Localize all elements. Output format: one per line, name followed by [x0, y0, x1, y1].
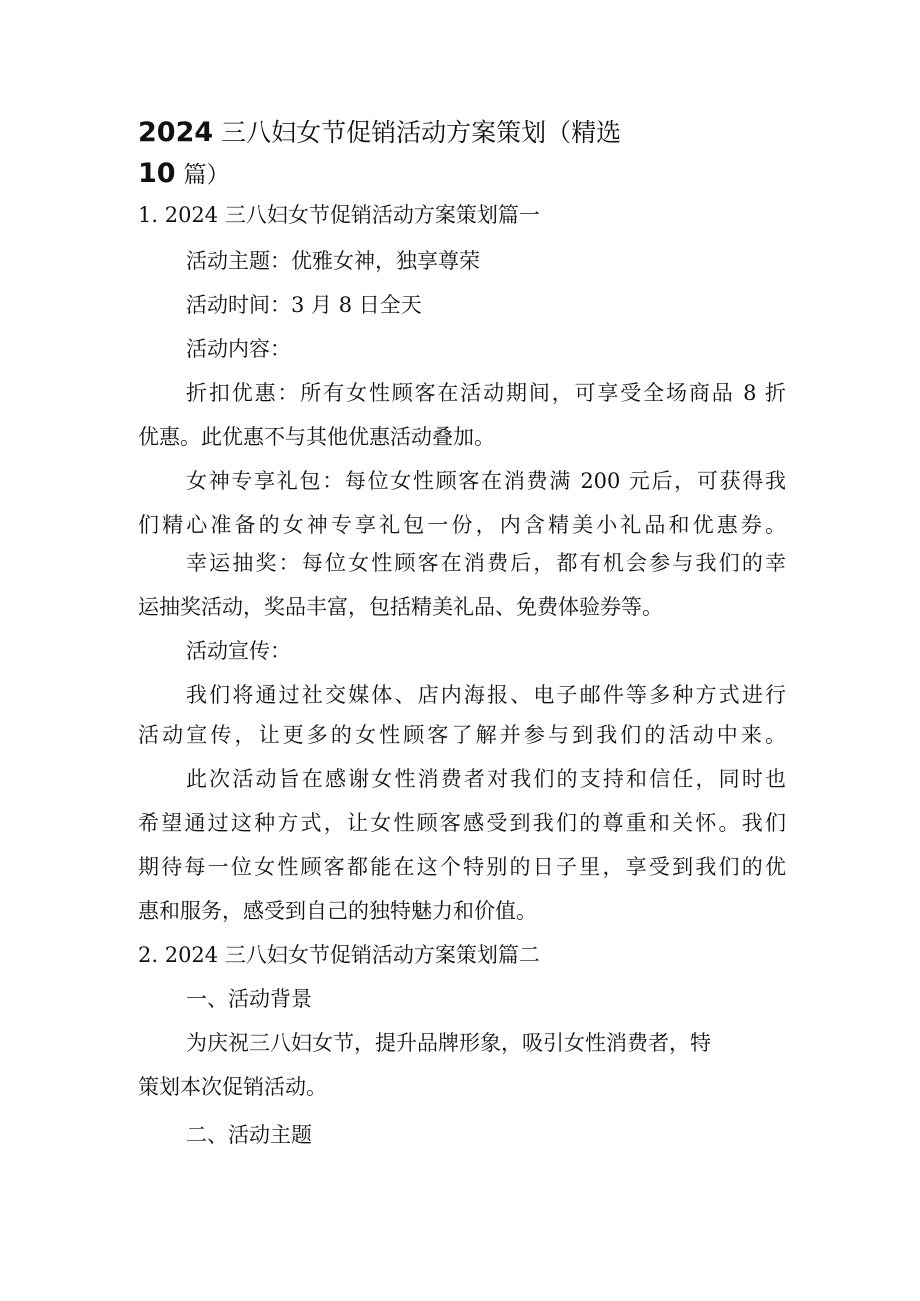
section-heading-1: 1. 2024 三八妇女节促销活动方案策划篇一: [138, 203, 540, 227]
title-year: 2024: [138, 117, 214, 148]
activity-theme: 活动主题：优雅女神，独享尊荣: [186, 249, 480, 273]
paragraph-line: 我们将通过社交媒体、店内海报、电子邮件等多种方式进行: [186, 683, 786, 707]
subheading-theme: 二、活动主题: [186, 1123, 312, 1147]
subheading-background: 一、活动背景: [186, 987, 312, 1011]
section-heading-2: 2. 2024 三八妇女节促销活动方案策划篇二: [138, 943, 540, 967]
promotion-label: 活动宣传：: [186, 639, 291, 663]
paragraph-line: 女神专享礼包：每位女性顾客在消费满 200 元后，可获得我: [186, 469, 786, 493]
title-line-1: [138, 112, 798, 153]
paragraph-line: 优惠。此优惠不与其他优惠活动叠加。: [138, 425, 495, 449]
paragraph-line: 期待每一位女性顾客都能在这个特别的日子里，享受到我们的优: [138, 855, 786, 879]
paragraph-line: 活动宣传，让更多的女性顾客了解并参与到我们的活动中来。: [138, 723, 786, 747]
paragraph-line: 策划本次促销活动。: [138, 1075, 327, 1099]
activity-time: 活动时间：3 月 8 日全天: [186, 293, 422, 317]
title-suffix: 篇）: [183, 162, 230, 188]
paragraph-line: 此次活动旨在感谢女性消费者对我们的支持和信任，同时也: [186, 767, 786, 791]
paragraph-line: 折扣优惠：所有女性顾客在活动期间，可享受全场商品 8 折: [186, 381, 786, 405]
paragraph-line: 惠和服务，感受到自己的独特魅力和价值。: [138, 899, 537, 923]
document-title: [138, 112, 798, 196]
title-line-2: [138, 153, 798, 196]
paragraph-line: 为庆祝三八妇女节，提升品牌形象，吸引女性消费者，特: [186, 1031, 711, 1055]
paragraph-line: 希望通过这种方式，让女性顾客感受到我们的尊重和关怀。我们: [138, 811, 786, 835]
activity-content-label: 活动内容：: [186, 337, 291, 361]
title-text: 三八妇女节促销活动方案策划（精选: [221, 118, 622, 147]
title-count: 10: [138, 158, 176, 189]
paragraph-line: 们精心准备的女神专享礼包一份，内含精美小礼品和优惠券。: [138, 513, 786, 537]
paragraph-line: 运抽奖活动，奖品丰富，包括精美礼品、免费体验券等。: [138, 595, 663, 619]
paragraph-line: 幸运抽奖：每位女性顾客在消费后，都有机会参与我们的幸: [186, 551, 786, 575]
